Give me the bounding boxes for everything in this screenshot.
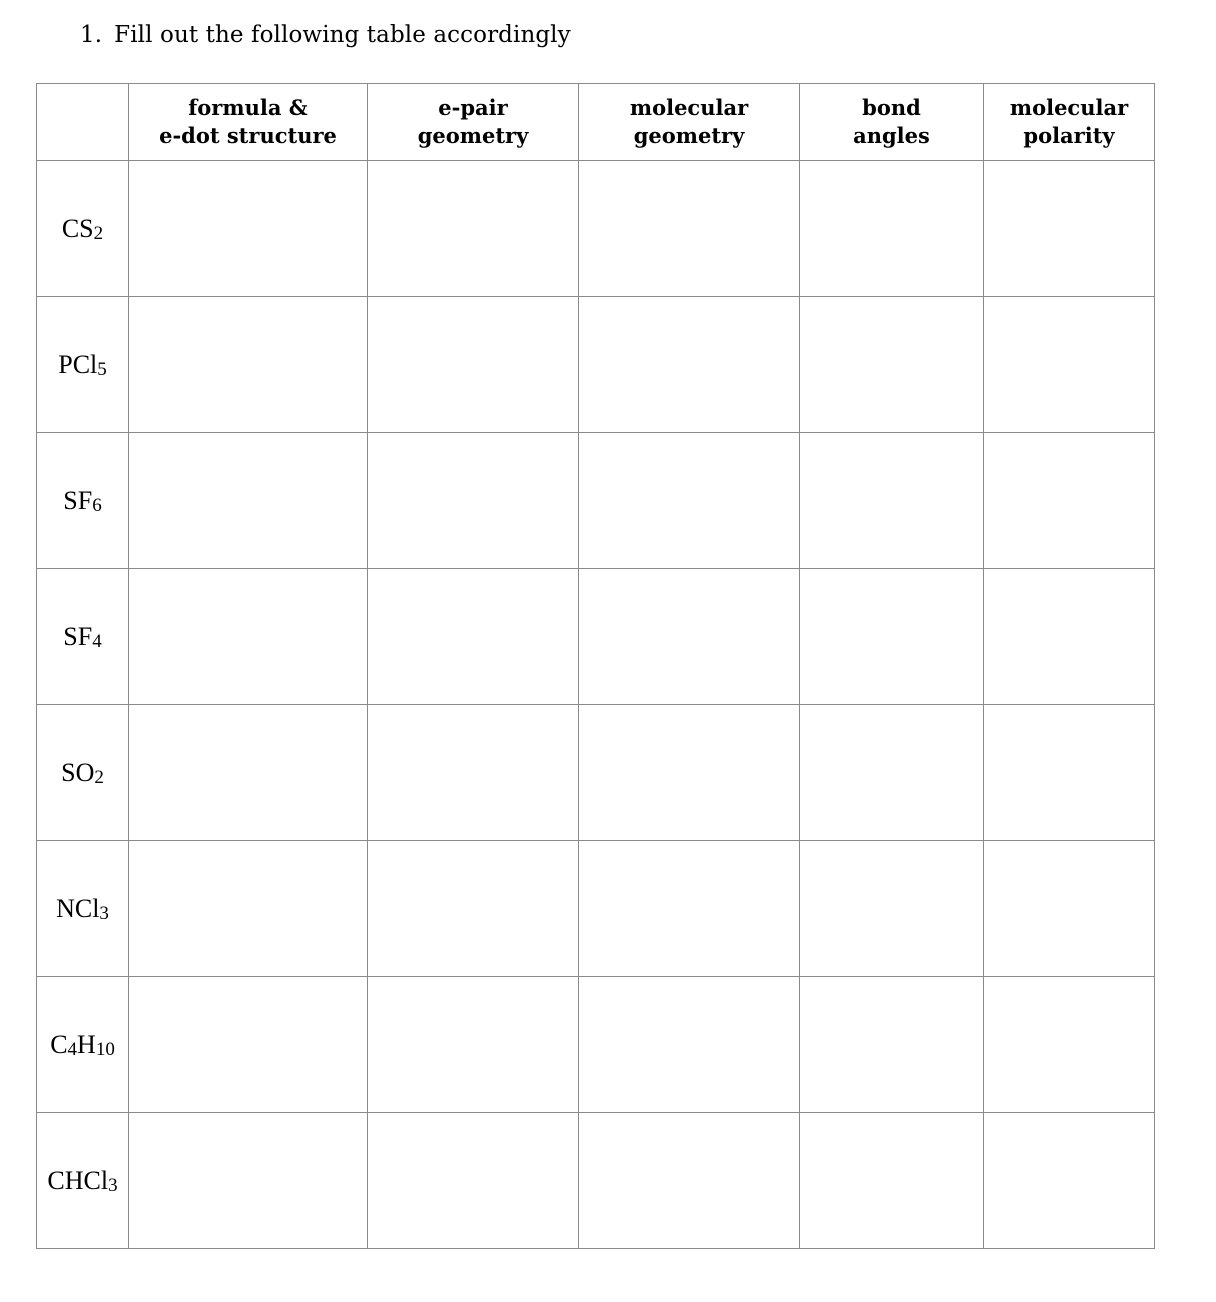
epair-geometry-cell[interactable] [368, 433, 579, 569]
formula-edot-cell[interactable] [129, 705, 368, 841]
header-molecular-geometry [579, 84, 800, 161]
table-row [37, 569, 1155, 705]
bond-angles-cell[interactable] [800, 1113, 984, 1249]
epair-geometry-cell[interactable] [368, 977, 579, 1113]
table-row [37, 297, 1155, 433]
formula-subscript: 4 [67, 1038, 78, 1060]
formula-subscript: 5 [97, 358, 107, 380]
formula-subscript: 10 [95, 1038, 115, 1060]
molecular-geometry-cell[interactable] [579, 433, 800, 569]
formula-edot-cell[interactable] [129, 569, 368, 705]
compound-formula [37, 433, 129, 569]
formula-edot-cell[interactable] [129, 1113, 368, 1249]
formula-symbol: NCl [56, 893, 100, 923]
question-text: Fill out the following table accordingly [114, 22, 571, 48]
formula-symbol: CHCl [47, 1165, 109, 1195]
formula-symbol: SO [61, 757, 95, 787]
epair-geometry-cell[interactable] [368, 1113, 579, 1249]
header-molecular-polarity [984, 84, 1155, 161]
formula-subscript: 4 [92, 630, 102, 652]
table-row [37, 977, 1155, 1113]
header-row [37, 84, 1155, 161]
formula-symbol: H [77, 1029, 96, 1059]
formula-subscript: 3 [108, 1174, 118, 1196]
bond-angles-cell[interactable] [800, 161, 984, 297]
header-line: bond [862, 95, 921, 120]
header-bond-angles [800, 84, 984, 161]
table-row [37, 1113, 1155, 1249]
header-line: angles [853, 123, 930, 148]
table-row [37, 841, 1155, 977]
compound-formula [37, 161, 129, 297]
molecular-polarity-cell[interactable] [984, 433, 1155, 569]
bond-angles-cell[interactable] [800, 841, 984, 977]
molecular-geometry-cell[interactable] [579, 569, 800, 705]
formula-edot-cell[interactable] [129, 161, 368, 297]
molecular-geometry-cell[interactable] [579, 841, 800, 977]
table-row [37, 433, 1155, 569]
compound-formula [37, 705, 129, 841]
header-line: polarity [1023, 123, 1115, 148]
molecular-polarity-cell[interactable] [984, 841, 1155, 977]
bond-angles-cell[interactable] [800, 977, 984, 1113]
formula-symbol: C [50, 1029, 68, 1059]
compound-formula [37, 1113, 129, 1249]
bond-angles-cell[interactable] [800, 433, 984, 569]
epair-geometry-cell[interactable] [368, 841, 579, 977]
header-line: geometry [417, 123, 529, 148]
epair-geometry-cell[interactable] [368, 161, 579, 297]
formula-edot-cell[interactable] [129, 433, 368, 569]
bond-angles-cell[interactable] [800, 297, 984, 433]
molecular-polarity-cell[interactable] [984, 1113, 1155, 1249]
header-formula-edot [129, 84, 368, 161]
bond-angles-cell[interactable] [800, 569, 984, 705]
table-body [37, 161, 1155, 1249]
compound-formula [37, 297, 129, 433]
epair-geometry-cell[interactable] [368, 705, 579, 841]
formula-edot-cell[interactable] [129, 297, 368, 433]
worksheet-table [36, 83, 1155, 1249]
header-line: e-dot structure [159, 123, 337, 148]
formula-symbol: SF [63, 621, 93, 651]
epair-geometry-cell[interactable] [368, 297, 579, 433]
formula-subscript: 2 [94, 766, 104, 788]
molecular-geometry-cell[interactable] [579, 1113, 800, 1249]
header-line: geometry [633, 123, 745, 148]
header-line: e-pair [438, 95, 508, 120]
question-heading [80, 22, 571, 48]
header-epair-geometry [368, 84, 579, 161]
molecular-polarity-cell[interactable] [984, 977, 1155, 1113]
molecular-geometry-cell[interactable] [579, 977, 800, 1113]
question-number: 1. [80, 22, 103, 48]
formula-symbol: PCl [58, 349, 98, 379]
molecular-geometry-cell[interactable] [579, 161, 800, 297]
molecular-polarity-cell[interactable] [984, 297, 1155, 433]
compound-formula [37, 841, 129, 977]
header-blank [37, 84, 129, 161]
header-line: molecular [1009, 95, 1129, 120]
header-line: molecular [629, 95, 749, 120]
molecular-geometry-cell[interactable] [579, 297, 800, 433]
table-row [37, 705, 1155, 841]
formula-subscript: 3 [99, 902, 109, 924]
molecular-geometry-cell[interactable] [579, 705, 800, 841]
formula-edot-cell[interactable] [129, 977, 368, 1113]
epair-geometry-cell[interactable] [368, 569, 579, 705]
molecular-polarity-cell[interactable] [984, 705, 1155, 841]
formula-subscript: 6 [92, 494, 102, 516]
molecular-polarity-cell[interactable] [984, 161, 1155, 297]
formula-symbol: CS [61, 213, 94, 243]
compound-formula [37, 977, 129, 1113]
compound-formula [37, 569, 129, 705]
formula-subscript: 2 [93, 222, 104, 244]
table-row [37, 161, 1155, 297]
header-line: formula & [188, 95, 308, 120]
molecular-polarity-cell[interactable] [984, 569, 1155, 705]
bond-angles-cell[interactable] [800, 705, 984, 841]
formula-edot-cell[interactable] [129, 841, 368, 977]
formula-symbol: SF [63, 485, 93, 515]
